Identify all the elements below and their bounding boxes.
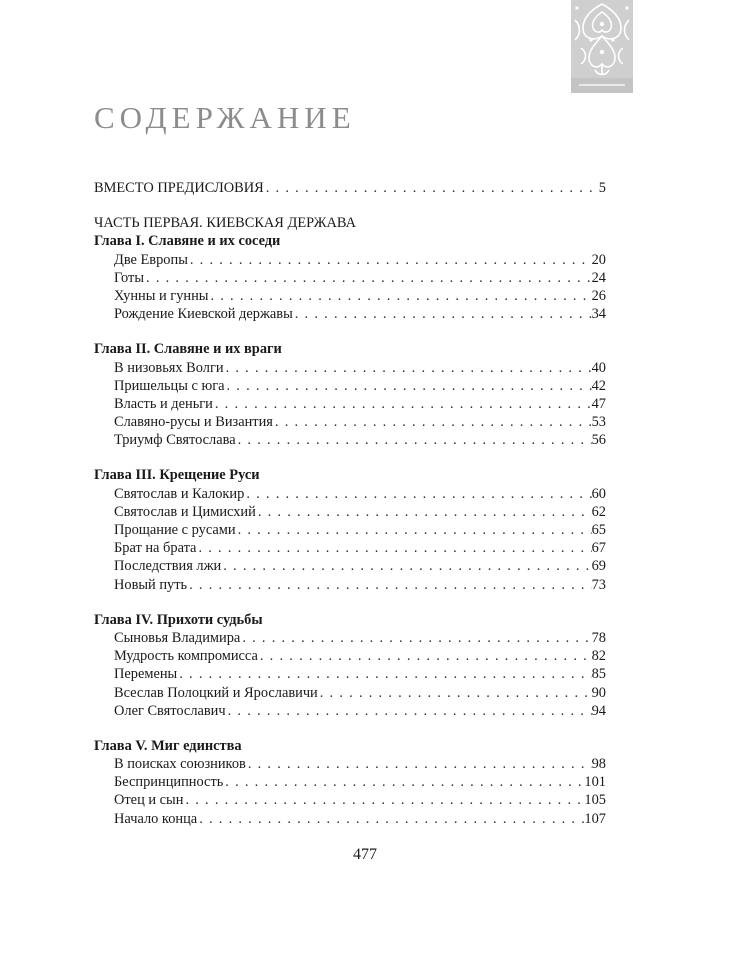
- toc-entry-page: 105: [584, 792, 606, 809]
- toc-entry-page: 69: [591, 558, 606, 575]
- toc-entry-page: 73: [591, 576, 606, 593]
- leader-dots: [293, 305, 592, 323]
- toc-entry-page: 20: [591, 251, 606, 268]
- leader-dots: [273, 413, 592, 431]
- toc-entry[interactable]: [94, 810, 606, 828]
- toc-entry[interactable]: [94, 395, 606, 413]
- toc-entry-title: В низовьях Волги: [114, 359, 224, 376]
- toc-entry-page: 98: [591, 756, 606, 773]
- chapter-title: Глава IV. Прихоти судьбы: [94, 611, 263, 628]
- toc-entry-page: 67: [591, 540, 606, 557]
- toc-entry-title: Славяно-русы и Византия: [114, 414, 273, 431]
- toc-entry[interactable]: [94, 377, 606, 395]
- toc-entry-page: 82: [591, 648, 606, 665]
- leader-dots: [221, 557, 591, 575]
- leader-dots: [264, 179, 599, 197]
- toc-entry-page: 78: [591, 629, 606, 646]
- leader-dots: [256, 503, 592, 521]
- toc-entry-page: 65: [591, 522, 606, 538]
- toc-entry-title: ВМЕСТО ПРЕДИСЛОВИЯ: [94, 180, 264, 196]
- leader-dots: [213, 395, 592, 413]
- chapter-title: Глава III. Крещение Руси: [94, 467, 260, 484]
- toc-entry[interactable]: [94, 647, 606, 665]
- leader-dots: [177, 665, 591, 683]
- leader-dots: [208, 287, 591, 305]
- toc-entry[interactable]: [94, 557, 606, 575]
- toc-entry-title: В поисках союзников: [114, 756, 246, 773]
- toc-entry-page: 101: [584, 774, 606, 791]
- arabesque-ornament-icon: [571, 0, 633, 93]
- toc-entry-title: Пришельцы с юга: [114, 377, 225, 394]
- toc-entry-title: Новый путь: [114, 576, 188, 593]
- toc-entry[interactable]: [94, 269, 606, 287]
- toc-entry-page: 40: [591, 359, 606, 376]
- toc-entry[interactable]: [94, 665, 606, 683]
- toc-entry[interactable]: [94, 359, 606, 377]
- toc-entry-page: 26: [591, 287, 606, 304]
- toc-entry[interactable]: [94, 539, 606, 557]
- toc-entry-title: Святослав и Цимисхий: [114, 503, 256, 520]
- leader-dots: [223, 773, 584, 791]
- toc-entry[interactable]: [94, 485, 606, 503]
- toc-entry-title: Всеслав Полоцкий и Ярославичи: [114, 684, 318, 701]
- toc-entry-page: 34: [591, 306, 606, 323]
- toc-entry-page: 47: [591, 395, 606, 412]
- toc-entry[interactable]: [94, 251, 606, 269]
- part-title: ЧАСТЬ ПЕРВАЯ. КИЕВСКАЯ ДЕРЖАВА: [94, 215, 356, 232]
- leader-dots: [318, 684, 592, 702]
- toc-entry-page: 90: [591, 684, 606, 701]
- leader-dots: [224, 359, 592, 377]
- toc-entry[interactable]: [94, 629, 606, 647]
- page-title: СОДЕРЖАНИЕ: [94, 100, 356, 135]
- leader-dots: [226, 702, 592, 720]
- toc-entry-title: Рождение Киевской державы: [114, 306, 293, 323]
- toc-entry-title: Отец и сын: [114, 792, 184, 809]
- leader-dots: [258, 647, 592, 665]
- leader-dots: [196, 539, 591, 557]
- toc-entry[interactable]: [94, 773, 606, 791]
- toc-entry-page: 56: [591, 432, 606, 449]
- toc-entry-title: Перемены: [114, 666, 178, 683]
- toc-entry-title: Последствия лжи: [114, 558, 222, 575]
- toc-entry-title: Мудрость компромисса: [114, 648, 258, 665]
- toc-entry-page: 24: [591, 269, 606, 286]
- toc-entry[interactable]: [94, 503, 606, 521]
- leader-dots: [240, 629, 591, 647]
- toc-entry-page: 62: [591, 503, 606, 520]
- toc-entry[interactable]: [94, 305, 606, 323]
- toc-entry[interactable]: [94, 702, 606, 720]
- leader-dots: [236, 431, 592, 449]
- toc-entry-page: 60: [591, 485, 606, 502]
- leader-dots: [244, 485, 591, 503]
- leader-dots: [236, 521, 592, 539]
- toc-entry[interactable]: [94, 684, 606, 702]
- toc-entry-page: 42: [591, 377, 606, 394]
- toc-entry-title: Две Европы: [114, 251, 188, 268]
- toc-entry-page: 53: [591, 414, 606, 431]
- leader-dots: [144, 269, 592, 287]
- toc-entry-page: 107: [584, 810, 606, 827]
- toc-entry[interactable]: [94, 791, 606, 809]
- page-number: 477: [353, 846, 377, 863]
- toc-entry[interactable]: [94, 755, 606, 773]
- chapter-title: Глава I. Славяне и их соседи: [94, 233, 281, 250]
- toc-entry-preface[interactable]: [94, 179, 606, 197]
- toc-entry-page: 5: [598, 180, 606, 196]
- toc-entry-page: 94: [591, 702, 606, 719]
- toc-entry[interactable]: [94, 287, 606, 305]
- toc-entry[interactable]: [94, 521, 606, 539]
- toc-entry-title: Готы: [114, 269, 145, 286]
- toc-entry-title: Триумф Святослава: [114, 432, 236, 449]
- toc-entry[interactable]: [94, 576, 606, 594]
- leader-dots: [225, 377, 592, 395]
- toc-entry[interactable]: [94, 431, 606, 449]
- leader-dots: [246, 755, 592, 773]
- toc-entry[interactable]: [94, 413, 606, 431]
- toc-entry-title: Сыновья Владимира: [114, 629, 241, 646]
- toc-entry-title: Беспринципность: [114, 774, 224, 791]
- toc-entry-title: Прощание с русами: [114, 522, 236, 538]
- table-of-contents: [94, 179, 606, 828]
- toc-entry-title: Святослав и Калокир: [114, 485, 245, 502]
- leader-dots: [187, 576, 592, 594]
- toc-entry-title: Хунны и гунны: [114, 287, 209, 304]
- toc-entry-title: Брат на брата: [114, 540, 197, 557]
- chapter-title: Глава II. Славяне и их враги: [94, 341, 282, 358]
- toc-entry-title: Олег Святославич: [114, 702, 226, 719]
- leader-dots: [183, 791, 584, 809]
- leader-dots: [188, 251, 592, 269]
- leader-dots: [197, 810, 584, 828]
- toc-entry-page: 85: [591, 666, 606, 683]
- chapter-title: Глава V. Миг единства: [94, 737, 242, 754]
- toc-entry-title: Власть и деньги: [114, 395, 213, 412]
- toc-entry-title: Начало конца: [114, 810, 198, 827]
